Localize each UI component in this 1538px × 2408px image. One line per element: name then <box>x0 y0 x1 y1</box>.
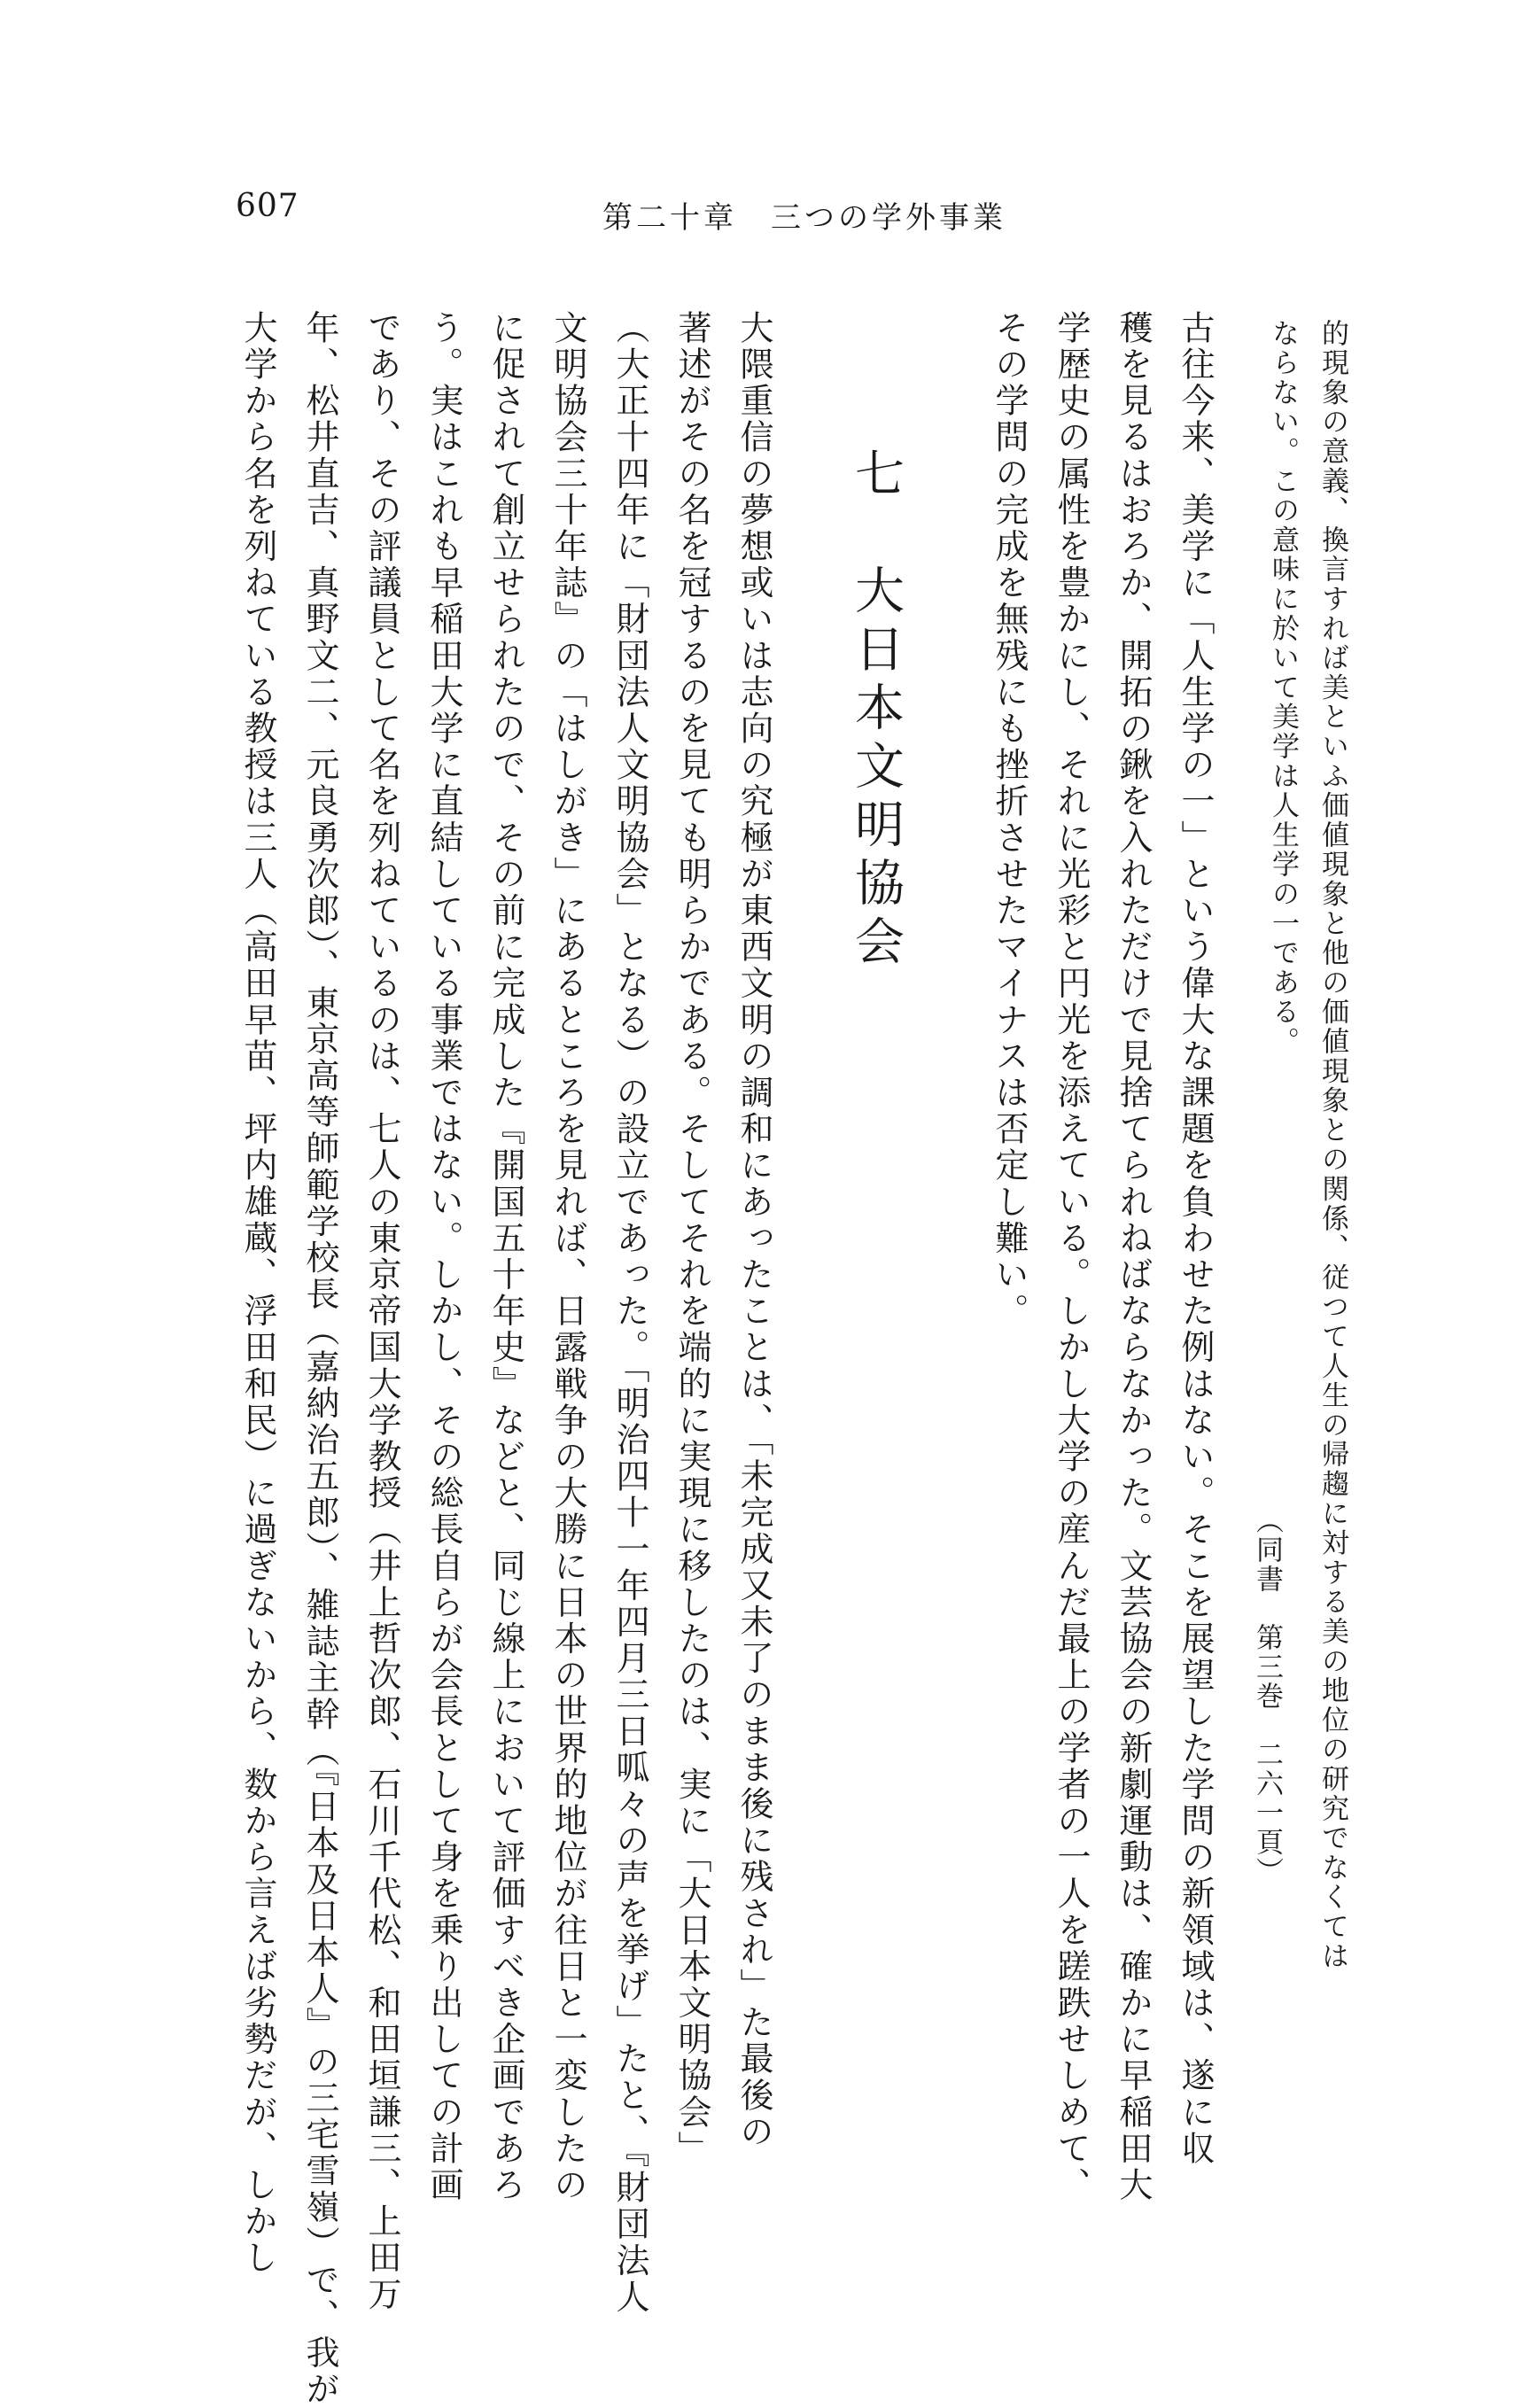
quote-line: ならない。この意味に於いて美学は人生学の一である。 <box>1267 319 1299 1057</box>
paragraph-line: 学歴史の属性を豊かにし、それに光彩と円光を添えている。しかし大学の産んだ最上の学者の一人を蹉跌せしめて、 <box>1052 310 1091 2204</box>
paragraph-line: 穫を見るはおろか、開拓の鍬を入れただけで見捨てられねばならなかった。文芸協会の新劇運動は、確かに早稲田大 <box>1114 310 1153 2204</box>
quote-line: 的現象の意義、換言すれば美といふ価値現象と他の価値現象との関係、従つて人生の帰趨に対する美の地位の研究でなくては <box>1317 319 1348 1971</box>
paragraph-line: 大学から名を列ねている教授は三人（高田早苗、坪内雄蔵、浮田和民）に過ぎないから、数から言えば劣勢だが、しかし <box>238 310 277 2277</box>
paragraph-line: 著述がその名を冠するのを見ても明らかである。そしてそれを端的に実現に移したのは、実に「大日本文明協会」 <box>672 310 711 2168</box>
paragraph-line: （大正十四年に「財団法人文明協会」となる）の設立であった。「明治四十一年四月三日呱々の声を挙げ」たと、『財団法人 <box>610 310 649 2316</box>
paragraph-line: であり、その評議員として名を列ねているのは、七人の東京帝国大学教授（井上哲次郎、石川千代松、和田垣謙三、上田万 <box>362 310 401 2313</box>
paragraph-line: 古往今来、美学に「人生学の一」という偉大な課題を負わせた例はない。そこを展望した学問の新領域は、遂に収 <box>1176 310 1215 2168</box>
quote-citation: （同書 第三巻 二六一頁） <box>1251 1506 1283 1886</box>
paragraph-line: 大隈重信の夢想或いは志向の究極が東西文明の調和にあったことは、「未完成又未了のまま後に残され」た最後の <box>734 310 773 2151</box>
paragraph-line: 文明協会三十年誌』の「はしがき」にあるところを見れば、日露戦争の大勝に日本の世界的地位が往日と一変したの <box>548 310 587 2204</box>
paragraph-line: 年、松井直吉、真野文二、元良勇次郎）、東京高等師範学校長（嘉納治五郎）、雑誌主幹（『日本及日本人』の三宅雪嶺）で、我が <box>300 310 339 2408</box>
section-title: 七 大日本文明協会 <box>847 447 905 974</box>
paragraph-line: う。実はこれも早稲田大学に直結している事業ではない。しかし、その総長自らが会長として身を乗り出しての計画 <box>424 310 463 2204</box>
paragraph-line: に促されて創立せられたので、その前に完成した『開国五十年史』などと、同じ線上において評価すべき企画であろ <box>486 310 525 2204</box>
paragraph-line: その学問の完成を無残にも挫折させたマイナスは否定し難い。 <box>990 310 1029 1330</box>
running-head: 第二十章 三つの学外事業 <box>602 200 1006 236</box>
page-number: 607 <box>236 188 299 224</box>
